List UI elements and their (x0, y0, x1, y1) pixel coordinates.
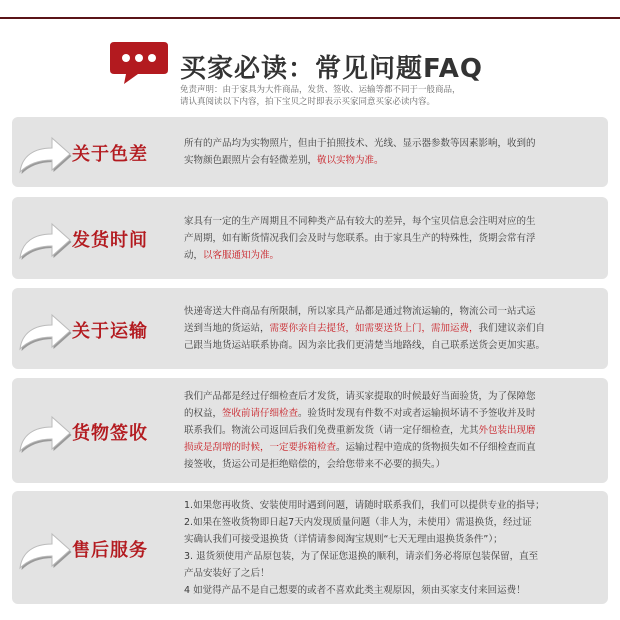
section-title: 售后服务 (72, 539, 148, 561)
body-line (184, 422, 602, 439)
section-body (184, 135, 602, 169)
body-text: 产品安装好了之后！ (184, 567, 270, 579)
page-title: 买家必读：常见问题FAQ (180, 54, 484, 84)
body-line (184, 230, 602, 247)
body-text: 实确认我们可接受退换货（详情请参阅淘宝规则“七天无理由退换货条件”）； (184, 533, 503, 545)
body-line (184, 337, 602, 354)
body-text: 3. 退货须使用产品原包装，为了保证您退换的顺利，请亲们务必将原包装保留，直至 (184, 550, 539, 562)
faq-card-shipping-time (12, 197, 608, 279)
section-body (184, 303, 602, 354)
body-text: 。运输过程中造成的货物损失如不仔细检查而直 (336, 442, 536, 453)
section-title: 关于运输 (72, 320, 148, 342)
body-text: 我们产品都是经过仔细检查后才发货，请买家提取的时候最好当面验货，为了保障您 (184, 391, 536, 402)
highlight-text: 外包装出现磨 (478, 425, 536, 436)
body-text: 接签收，货运公司是拒绝赔偿的，会给您带来不必要的损失。） (184, 459, 446, 470)
section-title: 关于色差 (72, 144, 148, 165)
faq-card-transport (12, 288, 608, 369)
faq-card-delivery-signoff (12, 378, 608, 483)
section-title: 发货时间 (72, 230, 148, 251)
body-line (184, 320, 602, 337)
body-text: 动， (184, 249, 204, 261)
disclaimer-line: 免责声明：由于家具为大件商品，发货、签收、运输等都不同于一般商品， (180, 85, 461, 95)
section-body (184, 388, 602, 473)
body-line (184, 303, 602, 320)
body-text: 产周期，如有断货情况我们会及时与您联系。由于家具生产的特殊性，货期会常有浮 (184, 232, 536, 244)
curved-arrow-icon (14, 214, 74, 266)
speech-bubble-icon (108, 40, 170, 86)
highlight-text: 敬以实物为准。 (317, 155, 384, 166)
section-body (184, 497, 602, 599)
top-divider (0, 17, 620, 19)
section-body (184, 213, 602, 264)
body-text: 家具有一定的生产周期且不同种类产品有较大的差异，每个宝贝信息会注明对应的生 (184, 215, 536, 227)
section-title: 货物签收 (72, 422, 148, 444)
body-text: 联系我们。物流公司返回后我们免费重新发货（请一定仔细检查，尤其 (184, 425, 479, 436)
body-text: 实物颜色跟照片会有轻微差别， (184, 155, 318, 166)
body-line (184, 152, 602, 169)
curved-arrow-icon (14, 407, 74, 459)
faq-card-after-sales (12, 491, 608, 604)
body-text: 所有的产品均为实物照片，但由于拍照技术、光线、显示器参数等因素影响，收到的 (184, 138, 536, 149)
body-text: 己跟当地货运站联系协商。因为亲比我们更清楚当地路线，自己联系送货会更加实惠。 (184, 340, 546, 351)
body-line (184, 565, 602, 582)
disclaimer-line: 请认真阅读以下内容，拍下宝贝之时即表示买家同意买家必读内容。 (180, 97, 436, 107)
body-line (184, 456, 602, 473)
body-text: 4 如觉得产品不是自己想要的或者不喜欢此类主观原因，须由买家支付来回运费！ (184, 584, 526, 596)
highlight-text: 签收前请仔细检查 (222, 408, 299, 419)
body-line (184, 548, 602, 565)
body-text: 快递寄送大件商品有所限制，所以家具产品都是通过物流运输的，物流公司一站式运 (184, 306, 536, 317)
body-line (184, 582, 602, 599)
curved-arrow-icon (14, 128, 74, 180)
body-text: 送到当地的货运站， (184, 323, 270, 334)
body-line (184, 531, 602, 548)
disclaimer (180, 84, 560, 108)
body-line (184, 497, 602, 514)
highlight-text: 以客服通知为准。 (203, 249, 280, 261)
body-line (184, 514, 602, 531)
highlight-text: 损或是刮增的时候，一定要拆箱检查 (184, 442, 337, 453)
body-line (184, 388, 602, 405)
body-text: 。验货时发现有件数不对或者运输损坏请不予签收并及时 (298, 408, 536, 419)
curved-arrow-icon (14, 524, 74, 576)
curved-arrow-icon (14, 305, 74, 357)
body-line (184, 213, 602, 230)
body-text: 2.如果在签收货物即日起7天内发现质量问题（非人为，未使用）需退换货，经过证 (184, 516, 532, 528)
body-line (184, 135, 602, 152)
faq-card-color-difference (12, 117, 608, 187)
body-line (184, 405, 602, 422)
highlight-text: 需要你亲自去提货，如需要送货上门，需加运费， (269, 323, 479, 334)
body-text: 我们建议亲们自 (478, 323, 546, 334)
faq-header (108, 40, 548, 110)
body-text: 1.如果您再收货、安装使用时遇到问题，请随时联系我们，我们可以提供专业的指导； (184, 499, 545, 511)
body-line (184, 247, 602, 264)
body-text: 的权益， (184, 408, 223, 419)
body-line (184, 439, 602, 456)
